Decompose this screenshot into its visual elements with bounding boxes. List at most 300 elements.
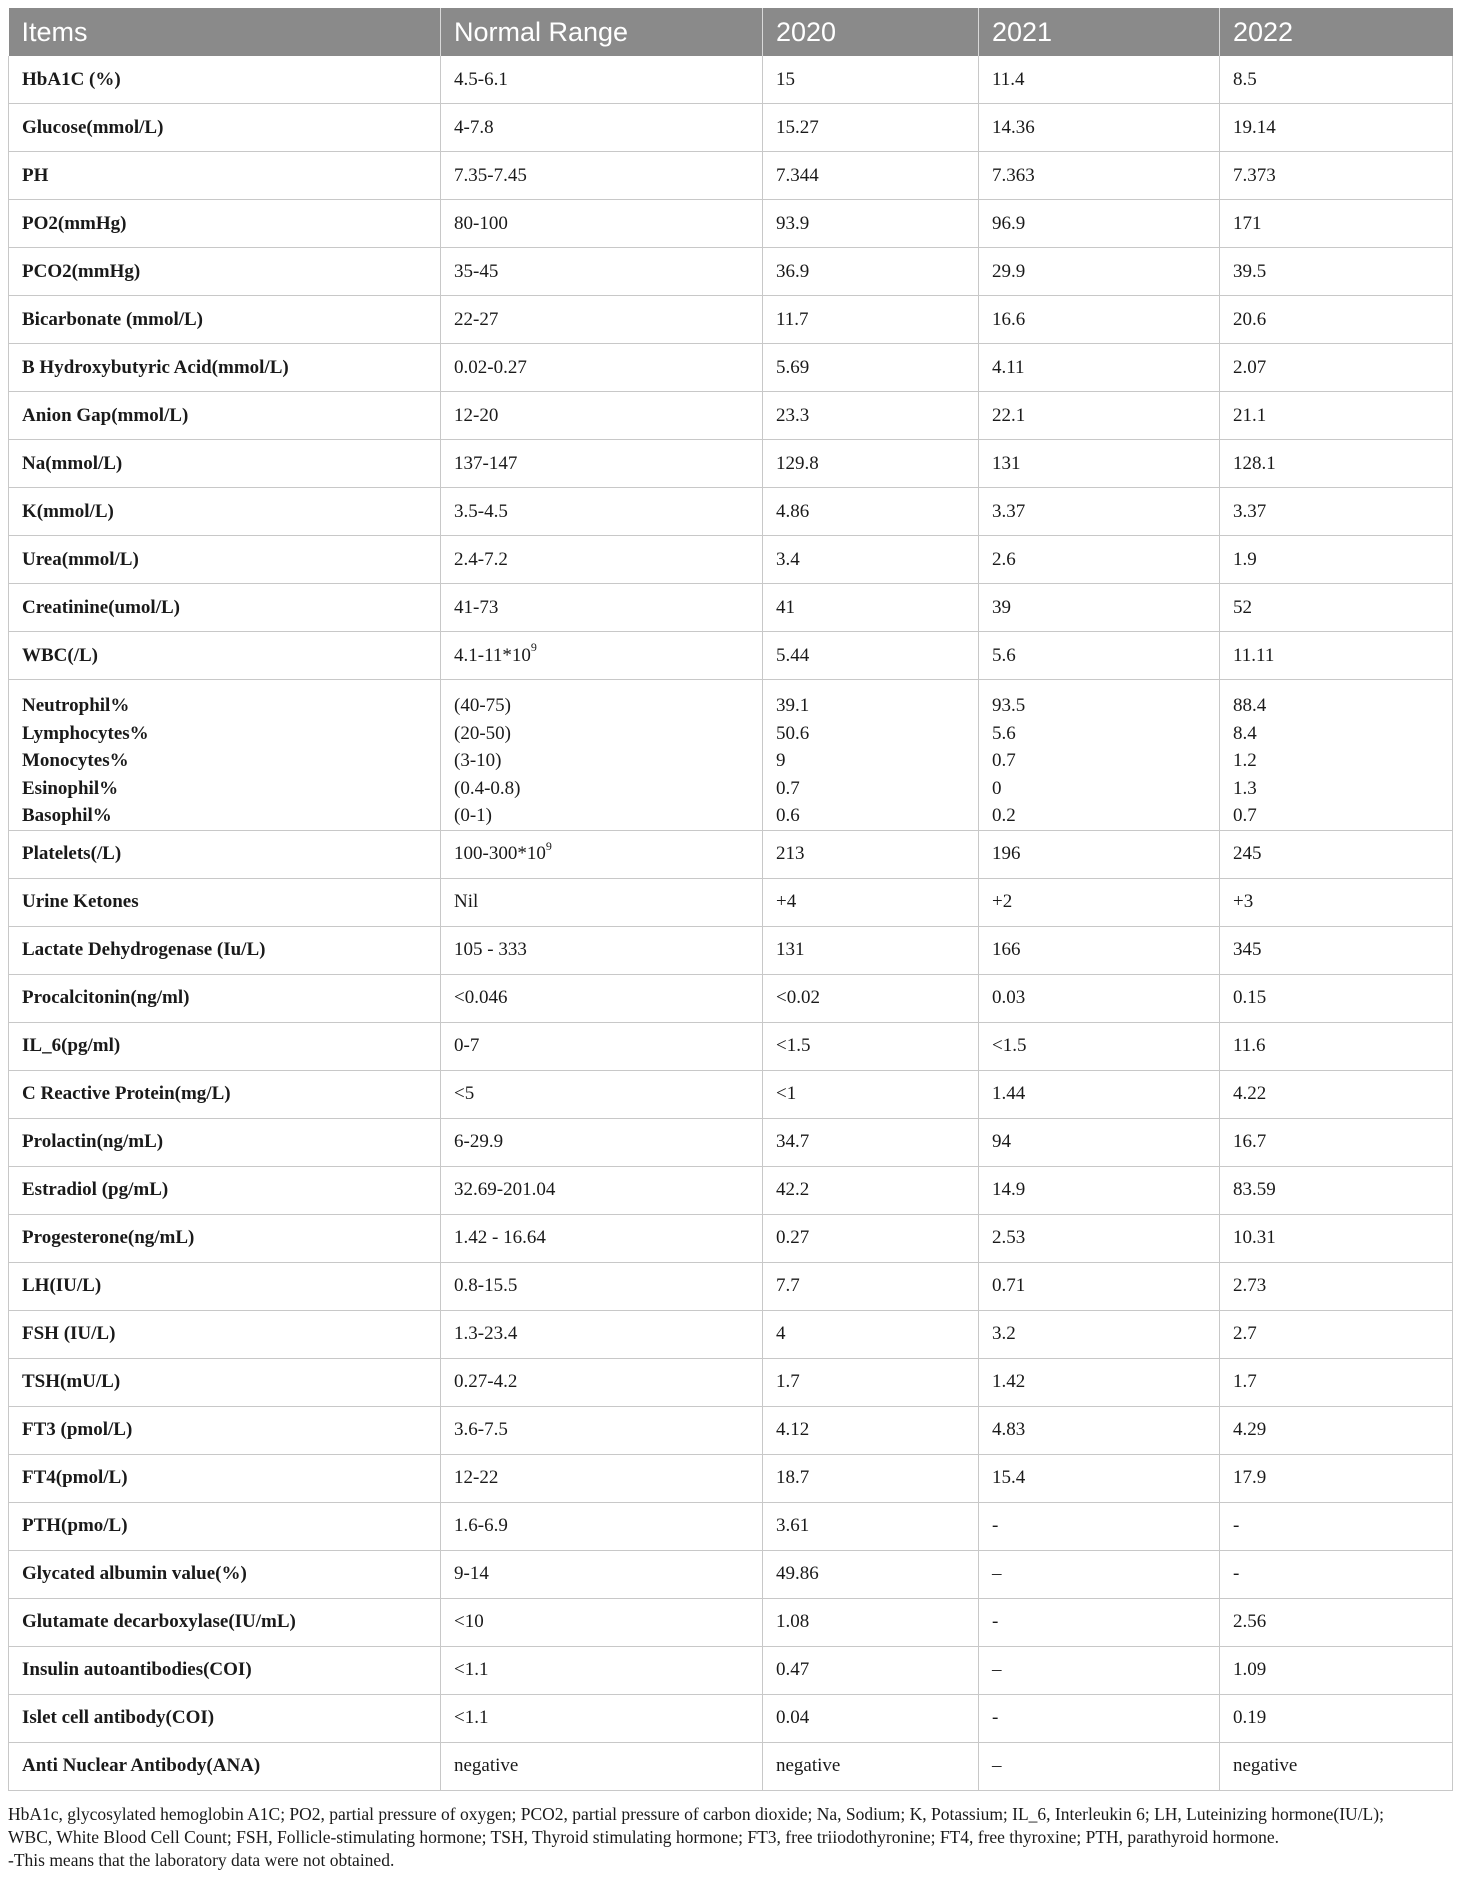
cell-item-text: Prolactin(ng/mL)	[22, 1131, 164, 1153]
cell-2022	[1220, 1694, 1453, 1742]
cell-2022	[1220, 344, 1453, 392]
cell-2021	[979, 1598, 1220, 1646]
cell-item	[9, 1070, 441, 1118]
cell-item-text: Platelets(/L)	[22, 843, 122, 865]
table-row	[9, 1406, 1453, 1454]
cell-2022	[1220, 1406, 1453, 1454]
cell-2021	[979, 536, 1220, 584]
cell-normal-range-text: 0.02-0.27	[454, 356, 527, 378]
cell-2022	[1220, 1646, 1453, 1694]
cell-normal-range	[441, 200, 763, 248]
cell-2021	[979, 830, 1220, 878]
cell-normal-range	[441, 1022, 763, 1070]
cell-item-line: Lymphocytes%	[22, 722, 149, 744]
cell-2020-text: 34.7	[776, 1131, 810, 1153]
cell-2020-text: 131	[776, 939, 805, 961]
cell-normal-range	[441, 974, 763, 1022]
cell-normal-range-text: 1.3-23.4	[454, 1323, 518, 1345]
cell-2020-text: 5.44	[776, 644, 810, 666]
cell-2020	[763, 584, 979, 632]
cell-2020-text: 0.47	[776, 1659, 810, 1681]
cell-2022	[1220, 1118, 1453, 1166]
cell-2022	[1220, 440, 1453, 488]
cell-2021	[979, 680, 1220, 831]
cell-item-text: C Reactive Protein(mg/L)	[22, 1083, 231, 1105]
cell-2021-text: -	[992, 1707, 999, 1729]
cell-normal-range	[441, 584, 763, 632]
cell-2021-text: 7.363	[992, 164, 1035, 186]
cell-item	[9, 1406, 441, 1454]
cell-item	[9, 1166, 441, 1214]
header-items: Items	[9, 8, 441, 56]
cell-item	[9, 1454, 441, 1502]
cell-2021	[979, 1502, 1220, 1550]
exponent: 9	[545, 839, 552, 854]
cell-2021-text: 0.03	[992, 987, 1026, 1009]
cell-2022-text: 1.7	[1233, 1371, 1257, 1393]
cell-2021-text: 4.11	[992, 356, 1025, 378]
table-row-differential	[9, 680, 1453, 831]
cell-normal-range-text: 35-45	[454, 260, 499, 282]
cell-2021-text: 131	[992, 452, 1021, 474]
cell-2021-text: 14.36	[992, 116, 1035, 138]
cell-2021-text: 0.71	[992, 1275, 1026, 1297]
table-row	[9, 926, 1453, 974]
footnote-line: WBC, White Blood Cell Count; FSH, Follicle-stimulating hormone; TSH, Thyroid stimulating hormone; FT3, free triiodothyronine; FT4, free thyroxine; PTH, parathyroid hormone.	[8, 1826, 1280, 1847]
cell-2021-text: 16.6	[992, 308, 1026, 330]
cell-2022	[1220, 1502, 1453, 1550]
cell-2022-text: 0.19	[1233, 1707, 1267, 1729]
cell-2022	[1220, 584, 1453, 632]
cell-2020-text: 42.2	[776, 1179, 810, 1201]
cell-2021-text: +2	[992, 891, 1013, 913]
cell-2020-text: 1.08	[776, 1611, 810, 1633]
cell-2020-text: 18.7	[776, 1467, 810, 1489]
cell-2020	[763, 974, 979, 1022]
cell-item	[9, 200, 441, 248]
cell-2022	[1220, 248, 1453, 296]
cell-normal-range	[441, 152, 763, 200]
table-row	[9, 1742, 1453, 1790]
cell-normal-range-line: (0-1)	[454, 805, 492, 827]
cell-2020	[763, 1742, 979, 1790]
cell-2021-text: 1.44	[992, 1083, 1026, 1105]
cell-2020-line: 0.6	[776, 805, 800, 827]
cell-2021-text: 5.6	[992, 644, 1016, 666]
cell-2021	[979, 974, 1220, 1022]
cell-2020	[763, 1358, 979, 1406]
cell-2022	[1220, 1310, 1453, 1358]
cell-2022-text: 7.373	[1233, 164, 1276, 186]
cell-normal-range-line: (40-75)	[454, 695, 511, 716]
cell-2022	[1220, 632, 1453, 680]
cell-2022-text: 0.15	[1233, 987, 1267, 1009]
cell-normal-range-text: 0.8-15.5	[454, 1275, 518, 1297]
cell-2020	[763, 632, 979, 680]
footnote-line: -This means that the laboratory data were not obtained.	[8, 1849, 395, 1870]
table-row	[9, 248, 1453, 296]
cell-2020	[763, 152, 979, 200]
cell-2021-text: 22.1	[992, 404, 1026, 426]
table-row	[9, 1070, 1453, 1118]
cell-2021-text: 11.4	[992, 68, 1025, 90]
table-body	[9, 56, 1453, 1790]
table-row	[9, 1118, 1453, 1166]
cell-2021	[979, 1406, 1220, 1454]
table-row	[9, 1694, 1453, 1742]
cell-normal-range	[441, 536, 763, 584]
table-row	[9, 1022, 1453, 1070]
cell-2022-text: 1.09	[1233, 1659, 1267, 1681]
cell-item	[9, 296, 441, 344]
cell-normal-range-text: 3.5-4.5	[454, 500, 508, 522]
cell-2020-text: 36.9	[776, 260, 810, 282]
cell-item	[9, 104, 441, 152]
cell-item-text: Bicarbonate (mmol/L)	[22, 308, 204, 330]
cell-2022	[1220, 392, 1453, 440]
cell-2020-text: 3.4	[776, 548, 800, 570]
exponent: 9	[530, 640, 537, 655]
cell-2020-text: negative	[776, 1755, 841, 1777]
footnote-line: HbA1c, glycosylated hemoglobin A1C; PO2, partial pressure of oxygen; PCO2, partial pressure of carbon dioxide; Na, Sodium; K, Potassium; IL_6, Interleukin 6; LH, Luteinizing hormone(IU/L);	[8, 1803, 1384, 1824]
header-2021: 2021	[979, 8, 1220, 56]
cell-2021-line: 93.5	[992, 695, 1026, 716]
table-row	[9, 536, 1453, 584]
cell-normal-range	[441, 632, 763, 680]
cell-2022	[1220, 680, 1453, 831]
cell-2022-text: 3.37	[1233, 500, 1267, 522]
table-row	[9, 1358, 1453, 1406]
cell-2020-text: 4.86	[776, 500, 810, 522]
cell-2022	[1220, 1550, 1453, 1598]
cell-normal-range-text: 4.1-11*10	[454, 644, 531, 666]
cell-2020-line: 39.1	[776, 695, 810, 716]
cell-2021	[979, 200, 1220, 248]
table-row	[9, 296, 1453, 344]
cell-2021-text: <1.5	[992, 1035, 1027, 1057]
cell-2021	[979, 878, 1220, 926]
cell-item	[9, 1310, 441, 1358]
cell-item	[9, 488, 441, 536]
cell-2021	[979, 1262, 1220, 1310]
cell-item-text: WBC(/L)	[22, 644, 98, 666]
cell-2020-text: 213	[776, 843, 805, 865]
cell-2022	[1220, 56, 1453, 104]
cell-2020-text: 7.344	[776, 164, 819, 186]
cell-2022	[1220, 536, 1453, 584]
cell-2021	[979, 152, 1220, 200]
cell-2021-line: 5.6	[992, 722, 1016, 744]
cell-normal-range-text: 100-300*10	[454, 843, 546, 865]
cell-item-text: LH(IU/L)	[22, 1275, 102, 1297]
cell-item	[9, 1550, 441, 1598]
cell-2020	[763, 296, 979, 344]
cell-item-text: Estradiol (pg/mL)	[22, 1179, 169, 1201]
cell-2021	[979, 1646, 1220, 1694]
cell-item	[9, 878, 441, 926]
cell-normal-range	[441, 1070, 763, 1118]
cell-2020-text: 49.86	[776, 1563, 819, 1585]
cell-2020	[763, 536, 979, 584]
cell-2021-text: 29.9	[992, 260, 1026, 282]
cell-2021	[979, 344, 1220, 392]
cell-item-line: Basophil%	[22, 805, 112, 827]
cell-2021	[979, 1358, 1220, 1406]
cell-item	[9, 584, 441, 632]
header-2020: 2020	[763, 8, 979, 56]
cell-normal-range-text: <1.1	[454, 1659, 489, 1681]
cell-2020-text: <1.5	[776, 1035, 811, 1057]
cell-normal-range	[441, 1646, 763, 1694]
cell-item	[9, 536, 441, 584]
cell-2020-text: +4	[776, 891, 797, 913]
cell-2022-line: 88.4	[1233, 695, 1267, 716]
cell-2022-text: 52	[1233, 596, 1252, 618]
cell-2022-text: 17.9	[1233, 1467, 1267, 1489]
cell-2020	[763, 878, 979, 926]
cell-2022	[1220, 200, 1453, 248]
cell-normal-range-line: (0.4-0.8)	[454, 777, 521, 799]
cell-normal-range	[441, 344, 763, 392]
cell-2021	[979, 104, 1220, 152]
cell-normal-range-text: 1.42 - 16.64	[454, 1227, 546, 1249]
cell-2022-text: 10.31	[1233, 1227, 1276, 1249]
cell-2022	[1220, 152, 1453, 200]
cell-normal-range-text: 105 - 333	[454, 939, 527, 961]
table-row	[9, 344, 1453, 392]
table-row	[9, 830, 1453, 878]
cell-2021-text: –	[992, 1659, 1002, 1681]
cell-item	[9, 1598, 441, 1646]
cell-2021	[979, 632, 1220, 680]
cell-2021-text: 14.9	[992, 1179, 1026, 1201]
cell-2020	[763, 1598, 979, 1646]
cell-item-text: Anion Gap(mmol/L)	[22, 404, 189, 426]
cell-2022	[1220, 974, 1453, 1022]
cell-2022	[1220, 296, 1453, 344]
cell-2020-line: 9	[776, 750, 786, 772]
cell-normal-range	[441, 488, 763, 536]
cell-2021	[979, 584, 1220, 632]
cell-2021	[979, 1022, 1220, 1070]
cell-item-text: FT4(pmol/L)	[22, 1467, 128, 1489]
cell-2022-text: 345	[1233, 939, 1262, 961]
cell-2020	[763, 104, 979, 152]
cell-2022-text: 83.59	[1233, 1179, 1276, 1201]
cell-normal-range-text: <5	[454, 1083, 475, 1105]
cell-2021-line: 0	[992, 777, 1002, 799]
cell-item-line: Esinophil%	[22, 777, 119, 799]
cell-2021	[979, 1550, 1220, 1598]
cell-item	[9, 56, 441, 104]
cell-normal-range	[441, 1502, 763, 1550]
cell-2022-text: 245	[1233, 843, 1262, 865]
cell-item-text: HbA1C (%)	[22, 68, 121, 90]
cell-2021-text: 94	[992, 1131, 1011, 1153]
table-row	[9, 200, 1453, 248]
cell-2020-line: 0.7	[776, 777, 800, 799]
cell-2020-text: 3.61	[776, 1515, 810, 1537]
cell-item	[9, 392, 441, 440]
cell-normal-range	[441, 1742, 763, 1790]
cell-normal-range	[441, 1166, 763, 1214]
cell-item-text: Glucose(mmol/L)	[22, 116, 164, 138]
cell-2022-text: 2.7	[1233, 1323, 1257, 1345]
cell-2020	[763, 488, 979, 536]
cell-2022-text: 19.14	[1233, 116, 1276, 138]
table-row	[9, 1310, 1453, 1358]
cell-item	[9, 1118, 441, 1166]
cell-2020	[763, 1550, 979, 1598]
cell-normal-range	[441, 926, 763, 974]
cell-2020-text: 4.12	[776, 1419, 810, 1441]
cell-2020-text: 5.69	[776, 356, 810, 378]
cell-normal-range-text: 137-147	[454, 452, 518, 474]
cell-normal-range	[441, 878, 763, 926]
table-row	[9, 392, 1453, 440]
cell-item-line: Monocytes%	[22, 750, 129, 772]
table-row	[9, 1166, 1453, 1214]
cell-2021-text: -	[992, 1611, 999, 1633]
cell-2022-line: 1.3	[1233, 777, 1257, 799]
cell-2020	[763, 1694, 979, 1742]
cell-2022-text: 128.1	[1233, 452, 1276, 474]
cell-2020-text: 129.8	[776, 452, 819, 474]
cell-2022-text: 2.56	[1233, 1611, 1267, 1633]
cell-item	[9, 830, 441, 878]
cell-2020-text: 15	[776, 68, 795, 90]
cell-2022	[1220, 1262, 1453, 1310]
lab-results-table-container	[8, 8, 1452, 1872]
cell-2021-text: 3.2	[992, 1323, 1016, 1345]
cell-2020	[763, 680, 979, 831]
cell-2022-text: 39.5	[1233, 260, 1267, 282]
table-row	[9, 56, 1453, 104]
cell-normal-range	[441, 1694, 763, 1742]
table-footnote	[8, 1803, 1452, 1872]
cell-normal-range-text: 32.69-201.04	[454, 1179, 556, 1201]
cell-2020	[763, 1070, 979, 1118]
cell-normal-range-text: 41-73	[454, 596, 499, 618]
cell-2021-text: 4.83	[992, 1419, 1026, 1441]
cell-item-text: Progesterone(ng/mL)	[22, 1227, 195, 1249]
cell-2020	[763, 1262, 979, 1310]
cell-normal-range	[441, 1310, 763, 1358]
cell-2020-text: 93.9	[776, 212, 810, 234]
cell-2020-text: 41	[776, 596, 795, 618]
cell-2021	[979, 56, 1220, 104]
cell-2022-text: +3	[1233, 891, 1254, 913]
cell-item-text: Glutamate decarboxylase(IU/mL)	[22, 1611, 296, 1633]
cell-item-text: Na(mmol/L)	[22, 452, 123, 474]
cell-2020	[763, 1502, 979, 1550]
cell-2021-text: 1.42	[992, 1371, 1026, 1393]
cell-item	[9, 680, 441, 831]
cell-item	[9, 1502, 441, 1550]
table-row	[9, 632, 1453, 680]
cell-2020	[763, 1022, 979, 1070]
cell-2021	[979, 1742, 1220, 1790]
cell-2021-text: 2.53	[992, 1227, 1026, 1249]
cell-2020	[763, 1214, 979, 1262]
cell-normal-range-text: 3.6-7.5	[454, 1419, 508, 1441]
cell-2022	[1220, 1742, 1453, 1790]
cell-item-text: FSH (IU/L)	[22, 1323, 116, 1345]
cell-2021	[979, 440, 1220, 488]
cell-item-text: Creatinine(umol/L)	[22, 596, 180, 618]
cell-2020-text: 7.7	[776, 1275, 800, 1297]
cell-normal-range-text: 22-27	[454, 308, 499, 330]
cell-2020	[763, 200, 979, 248]
cell-2020-text: 11.7	[776, 308, 809, 330]
cell-item-text: Insulin autoantibodies(COI)	[22, 1659, 252, 1681]
cell-2021-text: 2.6	[992, 548, 1016, 570]
cell-item-text: Urea(mmol/L)	[22, 548, 139, 570]
cell-2021	[979, 296, 1220, 344]
cell-2022	[1220, 1214, 1453, 1262]
cell-2022-text: -	[1233, 1515, 1240, 1537]
cell-item-text: Islet cell antibody(COI)	[22, 1707, 215, 1729]
table-row	[9, 488, 1453, 536]
cell-2022-text: 16.7	[1233, 1131, 1267, 1153]
cell-item-text: FT3 (pmol/L)	[22, 1419, 133, 1441]
cell-2021	[979, 488, 1220, 536]
cell-normal-range-text: 2.4-7.2	[454, 548, 508, 570]
cell-item	[9, 1358, 441, 1406]
cell-normal-range	[441, 392, 763, 440]
cell-item	[9, 632, 441, 680]
cell-2022-text: 20.6	[1233, 308, 1267, 330]
cell-2020	[763, 248, 979, 296]
cell-2022-line: 1.2	[1233, 750, 1257, 772]
cell-2020-text: 23.3	[776, 404, 810, 426]
cell-item	[9, 248, 441, 296]
cell-2022	[1220, 104, 1453, 152]
cell-2020	[763, 1646, 979, 1694]
cell-2021-text: 3.37	[992, 500, 1026, 522]
cell-2021-text: –	[992, 1755, 1002, 1777]
cell-normal-range-text: 9-14	[454, 1563, 489, 1585]
cell-2022	[1220, 1022, 1453, 1070]
cell-normal-range-text: 0-7	[454, 1035, 480, 1057]
table-row	[9, 1646, 1453, 1694]
cell-normal-range	[441, 680, 763, 831]
cell-2020	[763, 1310, 979, 1358]
cell-item-text: Anti Nuclear Antibody(ANA)	[22, 1755, 261, 1777]
cell-item-text: Lactate Dehydrogenase (Iu/L)	[22, 939, 266, 961]
table-row	[9, 974, 1453, 1022]
cell-2020	[763, 344, 979, 392]
table-row	[9, 1598, 1453, 1646]
cell-2022-text: 2.73	[1233, 1275, 1267, 1297]
cell-item	[9, 1646, 441, 1694]
cell-2022-text: 11.11	[1233, 644, 1275, 666]
cell-2021	[979, 1454, 1220, 1502]
cell-2021	[979, 1214, 1220, 1262]
cell-item	[9, 1214, 441, 1262]
cell-2021-text: 15.4	[992, 1467, 1026, 1489]
cell-2022-text: 4.29	[1233, 1419, 1267, 1441]
cell-normal-range-text: 6-29.9	[454, 1131, 504, 1153]
cell-normal-range-text: 4.5-6.1	[454, 68, 508, 90]
table-row	[9, 1262, 1453, 1310]
cell-item	[9, 1742, 441, 1790]
cell-2021-text: 196	[992, 843, 1021, 865]
cell-normal-range	[441, 1118, 763, 1166]
cell-2022	[1220, 1070, 1453, 1118]
cell-2021-text: 39	[992, 596, 1011, 618]
cell-normal-range-text: 1.6-6.9	[454, 1515, 508, 1537]
